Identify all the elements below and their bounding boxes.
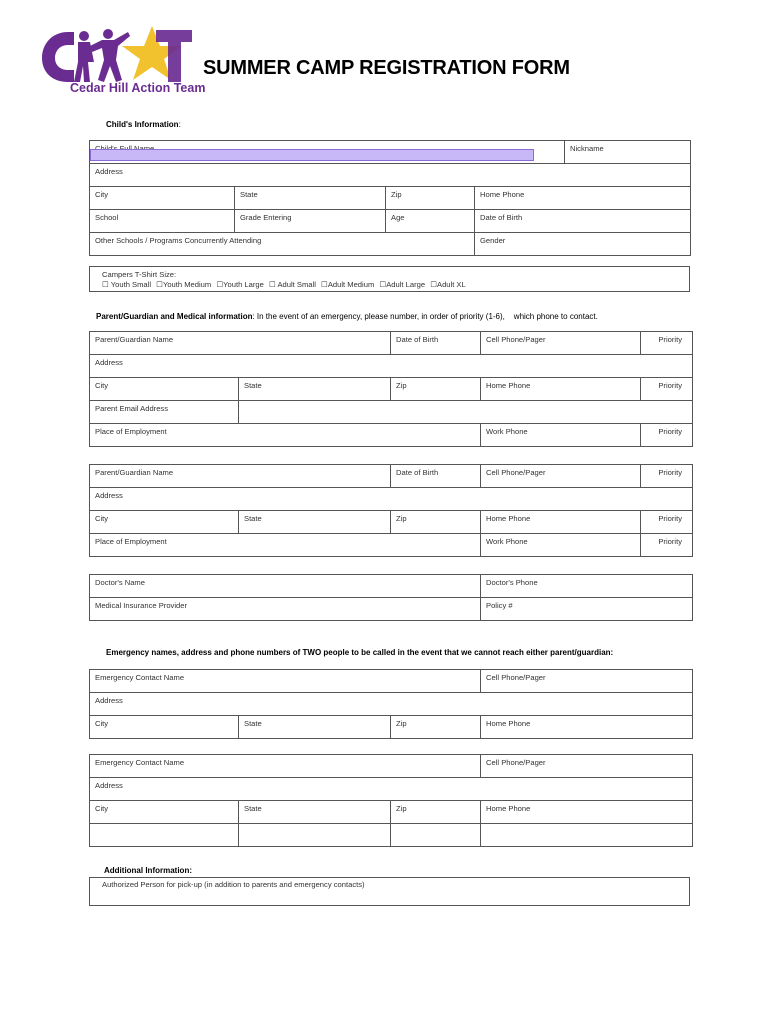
parent-2-home-priority[interactable]: Priority <box>641 511 693 534</box>
doctor-name-field[interactable]: Doctor's Name <box>90 575 481 598</box>
emergency-2-zip-field[interactable]: Zip <box>391 801 481 824</box>
child-school-field[interactable]: School <box>90 210 235 233</box>
emergency-2-city-field[interactable]: City <box>90 801 239 824</box>
child-state-field[interactable]: State <box>235 187 386 210</box>
emergency-1-state-field[interactable]: State <box>239 716 391 739</box>
child-full-name-input-highlight[interactable] <box>90 149 534 161</box>
emergency-section-label: Emergency names, address and phone numbers of TWO people to be called in the event that we cannot reach either parent/guardian: <box>106 648 614 657</box>
parent-1-work-priority[interactable]: Priority <box>641 424 693 447</box>
child-other-schools-field[interactable]: Other Schools / Programs Concurrently Attending <box>90 233 475 256</box>
logo-caption: Cedar Hill Action Team <box>70 81 206 95</box>
emergency-2-home-phone-field[interactable]: Home Phone <box>481 801 693 824</box>
emergency-2-zip-value[interactable] <box>391 824 481 847</box>
child-city-field[interactable]: City <box>90 187 235 210</box>
logo-figure-2 <box>90 32 130 82</box>
parent-2-city-field[interactable]: City <box>90 511 239 534</box>
emergency-contact-1-table <box>89 669 693 739</box>
parent-1-dob-field[interactable]: Date of Birth <box>391 332 481 355</box>
emergency-2-home-phone-value[interactable] <box>481 824 693 847</box>
parent-1-city-field[interactable]: City <box>90 378 239 401</box>
logo-figure-head-2 <box>103 29 113 39</box>
parent-2-name-field[interactable]: Parent/Guardian Name <box>90 465 391 488</box>
parent-section-label-text: Parent/Guardian and Medical information <box>96 312 253 321</box>
parent-1-email-field[interactable] <box>239 401 693 424</box>
tshirt-size-label: Campers T-Shirt Size: <box>102 270 177 279</box>
tshirt-option-adult-small[interactable]: ☐ Adult Small <box>268 279 316 289</box>
logo-letter-c <box>42 32 74 82</box>
parent-2-table <box>89 464 693 557</box>
form-title: SUMMER CAMP REGISTRATION FORM <box>203 57 570 79</box>
emergency-2-state-value[interactable] <box>239 824 391 847</box>
emergency-1-city-field[interactable]: City <box>90 716 239 739</box>
tshirt-size-box <box>89 266 690 292</box>
tshirt-option-adult-large[interactable]: ☐Adult Large <box>379 279 426 289</box>
doctor-phone-field[interactable]: Doctor's Phone <box>481 575 693 598</box>
additional-section-label: Additional Information: <box>104 866 192 875</box>
tshirt-size-options <box>102 280 689 290</box>
parent-1-employment-field[interactable]: Place of Employment <box>90 424 481 447</box>
child-gender-field[interactable]: Gender <box>475 233 691 256</box>
child-address-field[interactable]: Address <box>90 164 691 187</box>
policy-number-field[interactable]: Policy # <box>481 598 693 621</box>
tshirt-option-youth-small[interactable]: ☐ Youth Small <box>102 279 152 289</box>
authorized-pickup-field[interactable] <box>89 877 690 906</box>
emergency-contact-2-table <box>89 754 693 847</box>
emergency-1-name-field[interactable]: Emergency Contact Name <box>90 670 481 693</box>
parent-1-cell-priority[interactable]: Priority <box>641 332 693 355</box>
emergency-2-cell-field[interactable]: Cell Phone/Pager <box>481 755 693 778</box>
emergency-2-city-value[interactable] <box>90 824 239 847</box>
child-age-field[interactable]: Age <box>386 210 475 233</box>
tshirt-option-youth-medium[interactable]: ☐Youth Medium <box>156 279 212 289</box>
parent-1-name-field[interactable]: Parent/Guardian Name <box>90 332 391 355</box>
parent-1-email-label: Parent Email Address <box>90 401 239 424</box>
parent-1-home-priority[interactable]: Priority <box>641 378 693 401</box>
parent-2-work-priority[interactable]: Priority <box>641 534 693 557</box>
parent-1-work-phone-field[interactable]: Work Phone <box>481 424 641 447</box>
parent-1-zip-field[interactable]: Zip <box>391 378 481 401</box>
parent-1-address-field[interactable]: Address <box>90 355 693 378</box>
emergency-1-zip-field[interactable]: Zip <box>391 716 481 739</box>
parent-2-home-phone-field[interactable]: Home Phone <box>481 511 641 534</box>
child-home-phone-field[interactable]: Home Phone <box>475 187 691 210</box>
emergency-2-address-field[interactable]: Address <box>90 778 693 801</box>
child-nickname-field[interactable]: Nickname <box>565 141 691 164</box>
parent-2-address-field[interactable]: Address <box>90 488 693 511</box>
child-dob-field[interactable]: Date of Birth <box>475 210 691 233</box>
parent-2-cell-field[interactable]: Cell Phone/Pager <box>481 465 641 488</box>
parent-1-cell-field[interactable]: Cell Phone/Pager <box>481 332 641 355</box>
authorized-pickup-label: Authorized Person for pick-up (in addition to parents and emergency contacts) <box>102 880 365 889</box>
parent-section-note: : In the event of an emergency, please number, in order of priority (1-6), which phone to contact. <box>252 312 598 321</box>
emergency-2-name-field[interactable]: Emergency Contact Name <box>90 755 481 778</box>
tshirt-option-adult-xl[interactable]: ☐Adult XL <box>430 279 466 289</box>
emergency-1-home-phone-field[interactable]: Home Phone <box>481 716 693 739</box>
child-section-label-text: Child's Information <box>106 120 179 129</box>
parent-2-state-field[interactable]: State <box>239 511 391 534</box>
parent-2-employment-field[interactable]: Place of Employment <box>90 534 481 557</box>
emergency-1-address-field[interactable]: Address <box>90 693 693 716</box>
parent-1-state-field[interactable]: State <box>239 378 391 401</box>
parent-1-home-phone-field[interactable]: Home Phone <box>481 378 641 401</box>
child-section-label-suffix: : <box>178 120 181 129</box>
child-grade-field[interactable]: Grade Entering <box>235 210 386 233</box>
logo-figure-head-1 <box>79 31 89 41</box>
parent-1-table <box>89 331 693 447</box>
emergency-1-cell-field[interactable]: Cell Phone/Pager <box>481 670 693 693</box>
insurance-provider-field[interactable]: Medical Insurance Provider <box>90 598 481 621</box>
parent-2-zip-field[interactable]: Zip <box>391 511 481 534</box>
parent-2-work-phone-field[interactable]: Work Phone <box>481 534 641 557</box>
parent-2-dob-field[interactable]: Date of Birth <box>391 465 481 488</box>
child-section-label <box>106 120 181 129</box>
parent-section-label <box>96 312 598 321</box>
tshirt-option-youth-large[interactable]: ☐Youth Large <box>216 279 264 289</box>
parent-2-cell-priority[interactable]: Priority <box>641 465 693 488</box>
tshirt-option-adult-medium[interactable]: ☐Adult Medium <box>321 279 375 289</box>
emergency-2-state-field[interactable]: State <box>239 801 391 824</box>
medical-table <box>89 574 693 621</box>
child-zip-field[interactable]: Zip <box>386 187 475 210</box>
